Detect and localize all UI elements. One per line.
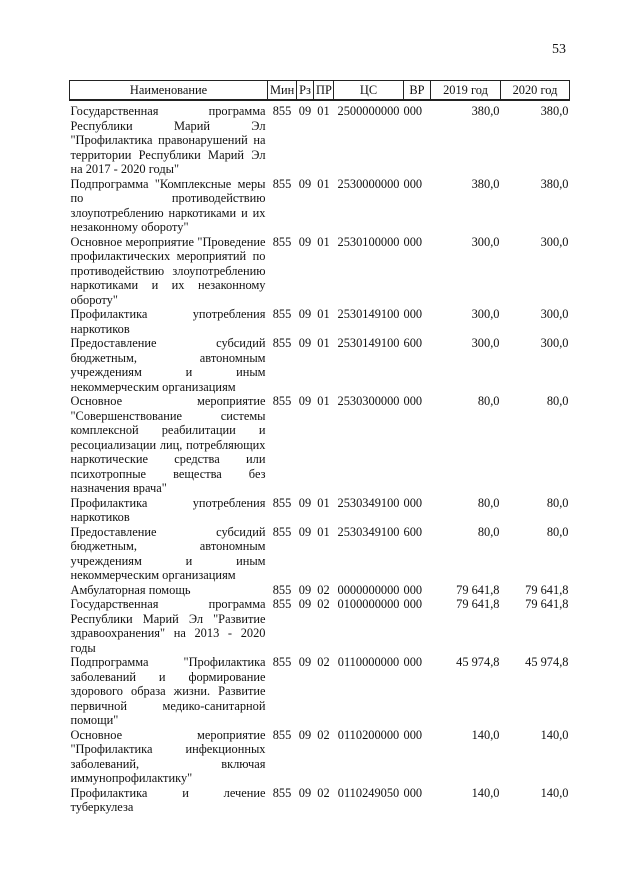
row-vr: 000 bbox=[403, 727, 423, 742]
row-2020: 45 974,8 bbox=[525, 655, 569, 669]
row-cs: 0110200000 bbox=[337, 727, 400, 742]
row-pr: 01 bbox=[317, 104, 330, 118]
table-row bbox=[70, 496, 570, 525]
row-pr: 02 bbox=[317, 727, 330, 742]
row-rz: 09 bbox=[298, 727, 312, 742]
row-vr: 000 bbox=[403, 234, 423, 249]
row-min: 855 bbox=[272, 727, 292, 742]
row-min: 855 bbox=[272, 495, 292, 510]
row-2019: 79 641,8 bbox=[456, 582, 500, 597]
row-min: 855 bbox=[272, 655, 292, 669]
row-2019: 300,0 bbox=[471, 234, 500, 249]
header-2019: 2019 год bbox=[431, 81, 501, 101]
table-row bbox=[70, 728, 570, 786]
row-2019: 80,0 bbox=[477, 524, 500, 539]
row-name: Основное мероприятие "Проведение профилактических мероприятий по противодействию злоупотреблению наркотиками и их незаконному обороту" bbox=[70, 234, 266, 307]
row-2020: 140,0 bbox=[540, 727, 569, 742]
row-name: Амбулаторная помощь bbox=[70, 582, 191, 597]
header-rz: Рз bbox=[297, 81, 314, 101]
row-name: Профилактика и лечение туберкулеза bbox=[70, 785, 266, 814]
row-cs: 2530149100 bbox=[337, 307, 400, 321]
header-pr: ПР bbox=[314, 81, 334, 101]
header-vr: ВР bbox=[404, 81, 431, 101]
row-name: Основное мероприятие "Профилактика инфекционных заболеваний, включая иммунопрофилактику" bbox=[70, 727, 266, 785]
row-2020: 140,0 bbox=[540, 785, 569, 800]
row-min: 855 bbox=[272, 524, 292, 539]
row-vr: 000 bbox=[403, 176, 423, 191]
row-cs: 0000000000 bbox=[337, 582, 400, 597]
row-rz: 09 bbox=[298, 655, 312, 669]
table-row bbox=[70, 394, 570, 496]
row-cs: 2530300000 bbox=[337, 394, 400, 408]
row-min: 855 bbox=[272, 104, 292, 118]
row-cs: 0100000000 bbox=[337, 597, 400, 611]
row-2019: 80,0 bbox=[477, 394, 500, 408]
row-pr: 02 bbox=[317, 785, 330, 800]
row-cs: 2530000000 bbox=[337, 176, 400, 191]
table-row bbox=[70, 307, 570, 336]
row-rz: 09 bbox=[298, 597, 312, 611]
row-cs: 2530349100 bbox=[337, 524, 400, 539]
row-2019: 140,0 bbox=[471, 727, 500, 742]
row-vr: 000 bbox=[403, 597, 423, 611]
row-cs: 2530100000 bbox=[337, 234, 400, 249]
table-header-row bbox=[70, 81, 570, 101]
table-row bbox=[70, 786, 570, 815]
row-rz: 09 bbox=[298, 176, 312, 191]
row-vr: 600 bbox=[403, 336, 423, 350]
row-rz: 09 bbox=[298, 234, 312, 249]
row-vr: 000 bbox=[403, 785, 423, 800]
row-pr: 01 bbox=[317, 336, 330, 350]
table-row bbox=[70, 525, 570, 583]
row-name: Основное мероприятие "Совершенствование системы комплексной реабилитации и ресоциализации лиц, потребляющих наркотические средства или психотропные вещества без назначения врача" bbox=[70, 394, 266, 495]
row-min: 855 bbox=[272, 394, 292, 408]
row-rz: 09 bbox=[298, 582, 312, 597]
table-row bbox=[70, 177, 570, 235]
row-vr: 000 bbox=[403, 495, 423, 510]
table-row bbox=[70, 235, 570, 308]
row-name: Профилактика употребления наркотиков bbox=[70, 495, 266, 524]
row-2019: 380,0 bbox=[471, 176, 500, 191]
table-row bbox=[70, 583, 570, 598]
header-cs: ЦС bbox=[334, 81, 404, 101]
row-2019: 79 641,8 bbox=[456, 597, 500, 611]
row-cs: 0110000000 bbox=[337, 655, 400, 669]
row-rz: 09 bbox=[298, 336, 312, 350]
row-name: Государственная программа Республики Марий Эл "Развитие здравоохранения" на 2013 - 2020 годы bbox=[70, 597, 266, 655]
table-row bbox=[70, 655, 570, 728]
row-2019: 300,0 bbox=[471, 336, 500, 350]
row-2019: 380,0 bbox=[471, 104, 500, 118]
row-2019: 300,0 bbox=[471, 307, 500, 321]
row-cs: 2500000000 bbox=[337, 104, 400, 118]
row-2019: 140,0 bbox=[471, 785, 500, 800]
row-pr: 02 bbox=[317, 597, 330, 611]
row-min: 855 bbox=[272, 176, 292, 191]
row-2020: 79 641,8 bbox=[525, 597, 569, 611]
row-min: 855 bbox=[272, 785, 292, 800]
row-rz: 09 bbox=[298, 104, 312, 118]
row-2020: 80,0 bbox=[546, 394, 569, 408]
row-vr: 600 bbox=[403, 524, 423, 539]
row-pr: 01 bbox=[317, 176, 330, 191]
row-name: Профилактика употребления наркотиков bbox=[70, 307, 266, 336]
row-2019: 45 974,8 bbox=[456, 655, 500, 669]
row-name: Предоставление субсидий бюджетным, автономным учреждениям и иным некоммерческим организациям bbox=[70, 336, 266, 394]
table-row bbox=[70, 336, 570, 394]
row-cs: 2530349100 bbox=[337, 495, 400, 510]
row-cs: 0110249050 bbox=[337, 785, 400, 800]
header-name: Наименование bbox=[70, 81, 268, 101]
row-rz: 09 bbox=[298, 524, 312, 539]
row-min: 855 bbox=[272, 582, 292, 597]
row-vr: 000 bbox=[403, 104, 423, 118]
row-vr: 000 bbox=[403, 582, 423, 597]
row-pr: 01 bbox=[317, 234, 330, 249]
row-2020: 80,0 bbox=[546, 524, 569, 539]
row-vr: 000 bbox=[403, 394, 423, 408]
row-2020: 380,0 bbox=[540, 104, 569, 118]
row-2020: 300,0 bbox=[540, 307, 569, 321]
row-2020: 79 641,8 bbox=[525, 582, 569, 597]
table-row bbox=[70, 597, 570, 655]
budget-table bbox=[69, 80, 570, 815]
page-number: 53 bbox=[552, 42, 566, 57]
row-pr: 02 bbox=[317, 582, 330, 597]
row-vr: 000 bbox=[403, 655, 423, 669]
row-pr: 01 bbox=[317, 307, 330, 321]
row-min: 855 bbox=[272, 307, 292, 321]
row-rz: 09 bbox=[298, 785, 312, 800]
row-pr: 01 bbox=[317, 524, 330, 539]
row-2020: 300,0 bbox=[540, 234, 569, 249]
row-min: 855 bbox=[272, 336, 292, 350]
row-cs: 2530149100 bbox=[337, 336, 400, 350]
row-vr: 000 bbox=[403, 307, 423, 321]
row-rz: 09 bbox=[298, 394, 312, 408]
header-min: Мин bbox=[268, 81, 297, 101]
row-min: 855 bbox=[272, 597, 292, 611]
row-rz: 09 bbox=[298, 307, 312, 321]
row-2020: 380,0 bbox=[540, 176, 569, 191]
header-2020: 2020 год bbox=[501, 81, 570, 101]
row-rz: 09 bbox=[298, 495, 312, 510]
row-min: 855 bbox=[272, 234, 292, 249]
row-name: Подпрограмма "Профилактика заболеваний и формирование здорового образа жизни. Развитие первичной медико-санитарной помощи" bbox=[70, 655, 266, 727]
row-2020: 80,0 bbox=[546, 495, 569, 510]
row-name: Государственная программа Республики Марий Эл "Профилактика правонарушений на территории Республики Марий Эл на 2017 - 2020 годы" bbox=[70, 104, 266, 176]
row-name: Подпрограмма "Комплексные меры по противодействию злоупотреблению наркотиками и их незаконному обороту" bbox=[70, 176, 266, 234]
row-2019: 80,0 bbox=[477, 495, 500, 510]
row-name: Предоставление субсидий бюджетным, автономным учреждениям и иным некоммерческим организациям bbox=[70, 524, 266, 582]
table-row bbox=[70, 100, 570, 177]
row-pr: 01 bbox=[317, 394, 330, 408]
row-pr: 01 bbox=[317, 495, 330, 510]
row-pr: 02 bbox=[317, 655, 330, 669]
row-2020: 300,0 bbox=[540, 336, 569, 350]
